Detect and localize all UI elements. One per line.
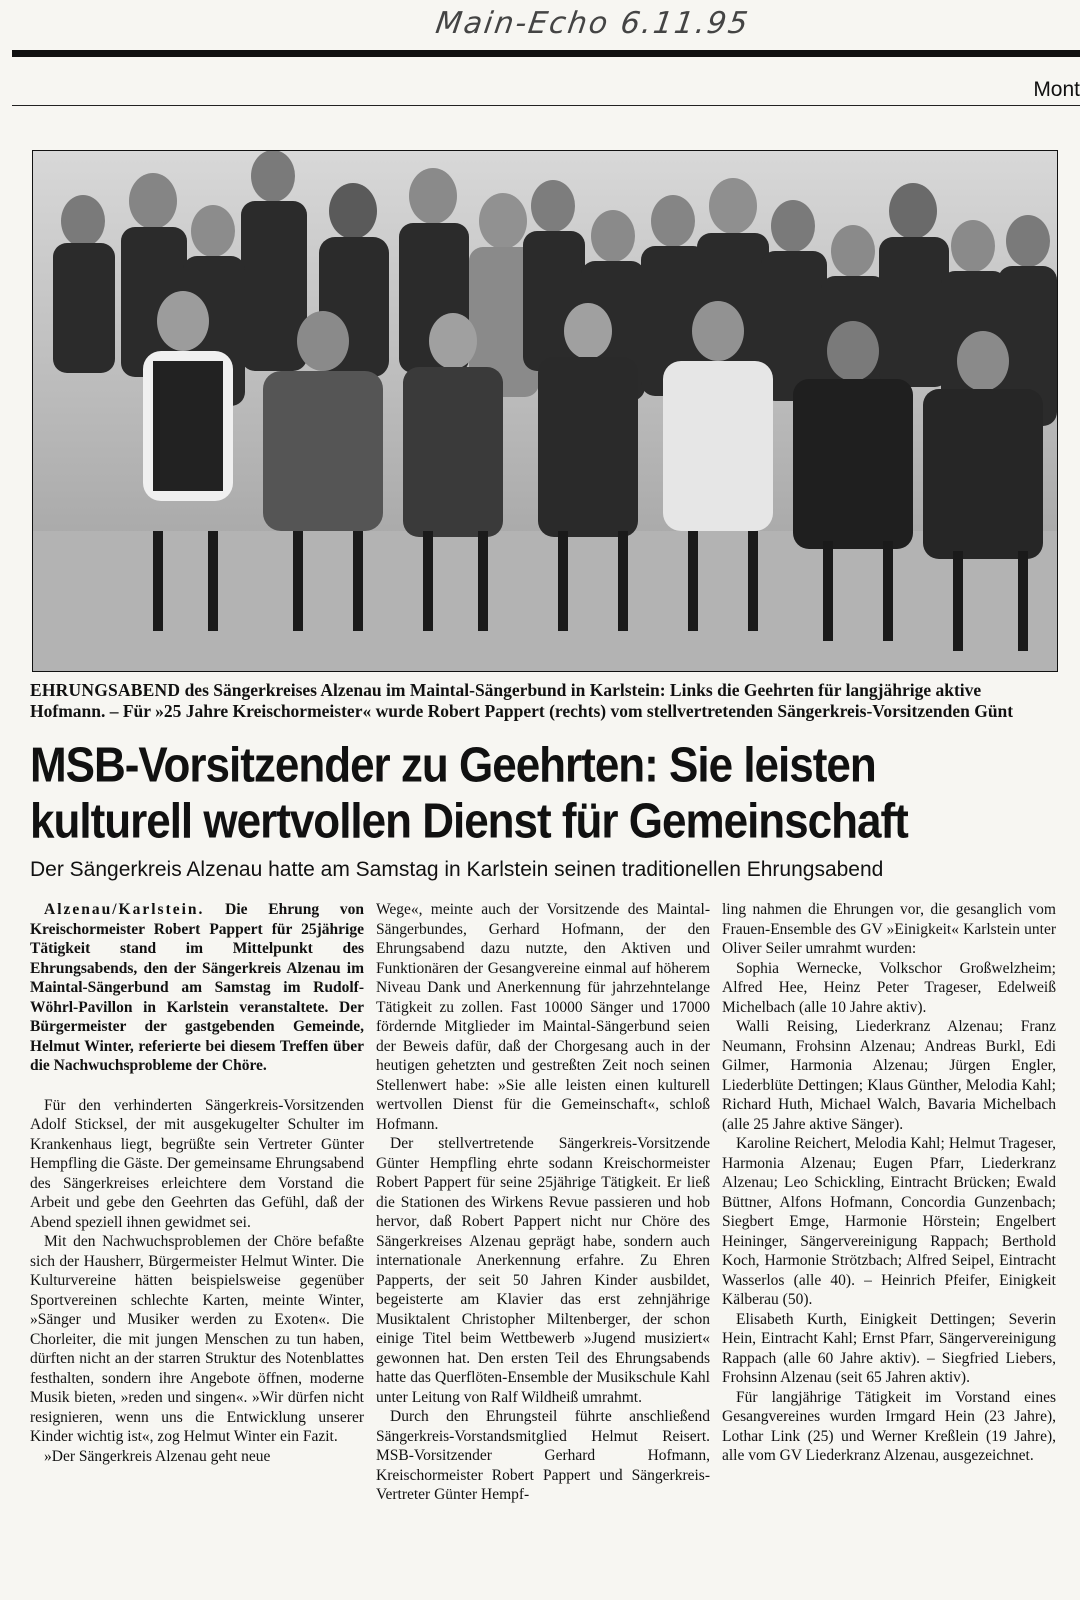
article-subheadline: Der Sängerkreis Alzenau hatte am Samstag in Karlstein seinen traditionellen Ehrungsabend: [30, 858, 884, 881]
photo-caption: [30, 680, 1080, 722]
article-body: [30, 900, 1070, 1600]
caption-line-2: Hofmann. – Für »25 Jahre Kreischormeister« wurde Robert Pappert (rechts) vom stellvertretenden Sängerkreis-Vorsitzenden Günt: [30, 701, 1014, 721]
paragraph: Durch den Ehrungsteil führte anschließend Sängerkreis-Vorstandsmitglied Helmut Reisert. MSB-Vorsitzender Gerhard Hofmann, Kreischormeister Robert Pappert und Sängerkreis-Vertreter Günter Hempf-: [376, 1408, 710, 1503]
paragraph: Wege«, meinte auch der Vorsitzende des Maintal-Sängerbundes, Gerhard Hofmann, der den Ehrungsabend dazu nutzte, den Aktiven und Funktionären der Gesangvereine einmal auf höherem Niveau Dank und Anerkennung für jahrzehntelange Tätigkeit zu zollen. Fast 10000 Sänger und 17000 fördernde Mitglieder im Maintal-Sängerbund seien der Beweis dafür, daß der Chorgesang auch in der heutigen gehetzten und gestreßten Zeit noch seinen Stellenwert habe: »Sie alle leisten einen kulturell wertvollen Dienst für die Gemeinschaft«, schloß Hofmann.: [376, 901, 710, 1133]
caption-line-1-text: des Sängerkreises Alzenau im Maintal-Sängerbund in Karlstein: Links die Geehrten für langjährige aktive: [180, 680, 982, 700]
caption-line-1: [30, 680, 1080, 701]
dateline: Mont: [1033, 78, 1080, 101]
paragraph: Für langjährige Tätigkeit im Vorstand eines Gesangvereines wurden Irmgard Hein (23 Jahre), Lothar Link (25) und Werner Kreßlein (19 Jahre), alle vom GV Liederkranz Alzenau, ausgezeichnet.: [722, 1388, 1056, 1464]
article-headline: [30, 738, 1080, 850]
article-column-1: [30, 900, 364, 1466]
paragraph: Elisabeth Kurth, Einigkeit Dettingen; Severin Hein, Eintracht Kahl; Ernst Pfarr, Sängervereinigung Rappach (alle 60 Jahre aktiv). – Siegfried Liebers, Frohsinn Alzenau (seit 65 Jahren aktiv).: [722, 1310, 1056, 1386]
article-column-2: [376, 900, 710, 1505]
lead-text: Die Ehrung von Kreischormeister Robert Pappert für 25jährige Tätigkeit stand im Mittelpunkt des Ehrungsabends, den der Sängerkreis Alzenau im Maintal-Sängerbund am Samstag im Rudolf-Wöhrl-Pavillon in Karlstein veranstaltete. Der Bürgermeister der gastgebenden Gemeinde, Helmut Winter, referierte bei diesem Treffen über die Nachwuchsprobleme der Chöre.: [30, 901, 364, 1074]
headline-line-2: kulturell wertvollen Dienst für Gemeinschaft: [30, 794, 908, 849]
paragraph: Für den verhinderten Sängerkreis-Vorsitzenden Adolf Sticksel, der mit ausgekugelter Schulter im Krankenhaus liegt, begrüßte sein Vertreter Günter Hempfling die Gäste. Der gemeinsame Ehrungsabend des Sängerkreises erleichtere dem Vorstand die Arbeit und gebe den Geehrten das Gefühl, daß der Abend speziell ihnen gewidmet sei.: [30, 1096, 365, 1231]
paragraph: Sophia Wernecke, Volkschor Großwelzheim; Alfred Hee, Heinz Peter Trageser, Edelweiß Michelbach (alle 10 Jahre aktiv).: [722, 959, 1056, 1016]
paragraph: Karoline Reichert, Melodia Kahl; Helmut Trageser, Harmonia Alzenau; Eugen Pfarr, Liederkranz Alzenau; Leo Schickling, Eintracht Brücken; Ewald Büttner, Alfons Hofmann, Concordia Gunzenbach; Siegbert Emge, Harmonie Hörstein; Engelbert Heininger, Sängervereinigung Rappach; Berthold Koch, Harmonie Strötzbach; Alfred Seipel, Eintracht Wasserlos (alle 40). – Heinrich Pfeifer, Einigkeit Kälberau (50).: [722, 1135, 1056, 1308]
header-divider: [12, 105, 1080, 106]
lead-location: Alzenau/Karlstein.: [44, 901, 205, 918]
paragraph: ling nahmen die Ehrungen vor, die gesanglich vom Frauen-Ensemble des GV »Einigkeit« Karlstein unter Oliver Seiler umrahmt wurden:: [722, 901, 1056, 957]
paragraph: Walli Reising, Liederkranz Alzenau; Franz Neumann, Frohsinn Alzenau; Andreas Burkl, Edi Gilmer, Harmonia Alzenau; Jürgen Engler, Liederblüte Dettingen; Klaus Günther, Melodia Kahl; Richard Huth, Michael Walch, Bavaria Michelbach (alle 25 Jahre aktive Sänger).: [722, 1018, 1056, 1133]
group-photo: [32, 150, 1058, 672]
lead-paragraph: [30, 900, 364, 1076]
masthead-rule: [12, 50, 1080, 57]
paragraph: Der stellvertretende Sängerkreis-Vorsitzende Günter Hempfling ehrte sodann Kreischormeister Robert Pappert für seine 25jährige Tätigkeit. Er ließ die Stationen des Wirkens Revue passieren und hob hervor, daß Robert Pappert nicht nur Chöre des Sängerkreises Alzenau geprägt habe, sondern auch internationale Anerkennung erfahre. Zu Ehren Papperts, der seit 50 Jahren Kinder ausbildet, begeisterte am Klavier das erst zehnjährige Musiktalent Christopher Miltenberger, der schon einige Titel beim Wettbewerb »Jugend musiziert« gewonnen hat. Den ersten Teil des Ehrungsabends hatte das Querflöten-Ensemble der Musikschule Kahl unter Leitung von Ralf Wildheiß umrahmt.: [376, 1135, 710, 1406]
group-photo-icon: [33, 151, 1057, 671]
headline-line-1: MSB-Vorsitzender zu Geehrten: Sie leisten: [30, 738, 876, 793]
paragraph: Mit den Nachwuchsproblemen der Chöre befaßte sich der Hausherr, Bürgermeister Helmut Winter. Die Kulturvereine hätten beispielsweise gegenüber Sportvereinen schlechte Karten, meinte Winter, »Sänger und Musiker werden zu Exoten«. Die Chorleiter, die mit jungen Menschen zu tun haben, dürften nicht an der starren Struktur des Notenblattes festhalten, sondern ihre Angebote öffnen, moderne Musik bieten, »reden und singen«. »Wir dürfen nicht resignieren, wenn uns die Entwicklung unserer Kinder wichtig ist«, zog Helmut Winter ein Fazit.: [30, 1233, 364, 1445]
handwritten-source-note: Main-Echo 6.11.95: [433, 6, 752, 41]
paragraph: »Der Sängerkreis Alzenau geht neue: [44, 1447, 271, 1465]
article-column-3: [722, 900, 1056, 1466]
caption-lead: EHRUNGSABEND: [30, 680, 181, 700]
